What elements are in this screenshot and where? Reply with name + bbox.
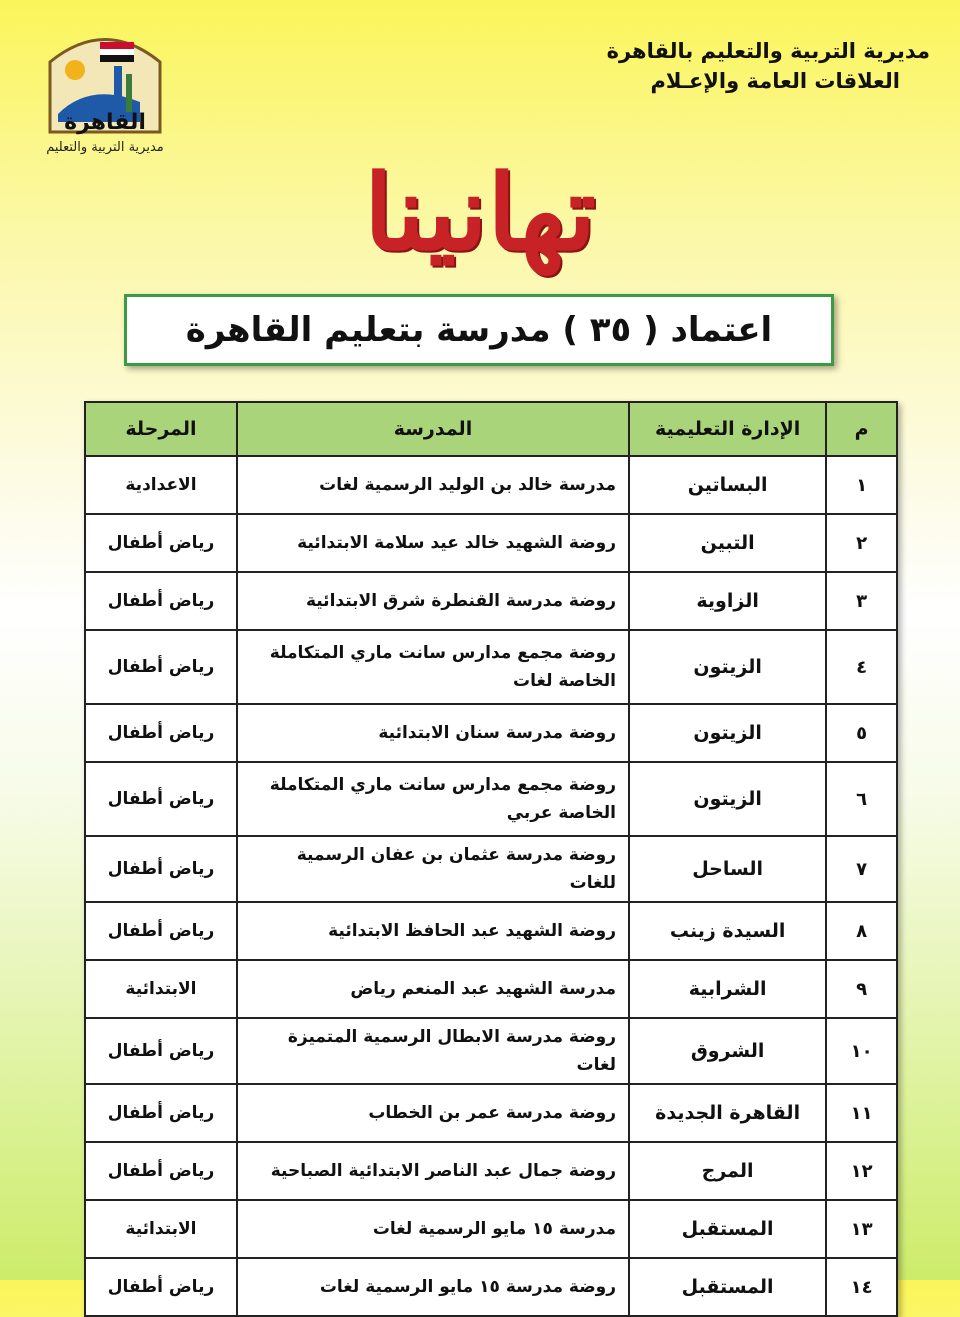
table-row	[85, 572, 897, 630]
table-row	[85, 456, 897, 514]
row-stage: رياض أطفال	[85, 1258, 237, 1316]
row-number: ١٤	[826, 1258, 897, 1316]
row-stage: رياض أطفال	[85, 1142, 237, 1200]
row-stage: رياض أطفال	[85, 630, 237, 704]
table-row	[85, 630, 897, 704]
row-department: الزيتون	[629, 704, 826, 762]
page-header	[607, 36, 930, 96]
row-school: روضة مدرسة عمر بن الخطاب	[237, 1084, 629, 1142]
row-number: ٦	[826, 762, 897, 836]
row-number: ٥	[826, 704, 897, 762]
table-row	[85, 902, 897, 960]
header-directorate: مديرية التربية والتعليم بالقاهرة	[606, 39, 930, 63]
row-number: ١٢	[826, 1142, 897, 1200]
header-school: المدرسة	[237, 402, 629, 456]
row-department: التبين	[629, 514, 826, 572]
table-row	[85, 762, 897, 836]
row-number: ٢	[826, 514, 897, 572]
row-department: القاهرة الجديدة	[629, 1084, 826, 1142]
row-stage: الابتدائية	[85, 960, 237, 1018]
row-school: مدرسة ١٥ مايو الرسمية لغات	[237, 1200, 629, 1258]
row-stage: الاعدادية	[85, 456, 237, 514]
row-school: روضة مدرسة سنان الابتدائية	[237, 704, 629, 762]
row-number: ٣	[826, 572, 897, 630]
row-number: ١٠	[826, 1018, 897, 1084]
row-department: السيدة زينب	[629, 902, 826, 960]
row-stage: رياض أطفال	[85, 762, 237, 836]
row-school: روضة مدرسة عثمان بن عفان الرسمية للغات	[237, 836, 629, 902]
header-stage: المرحلة	[85, 402, 237, 456]
accreditation-banner: اعتماد ( ٣٥ ) مدرسة بتعليم القاهرة	[124, 294, 834, 366]
row-stage: رياض أطفال	[85, 902, 237, 960]
row-department: الساحل	[629, 836, 826, 902]
row-department: الشرابية	[629, 960, 826, 1018]
row-department: الزيتون	[629, 762, 826, 836]
row-number: ١٣	[826, 1200, 897, 1258]
row-school: روضة مدرسة الابطال الرسمية المتميزة لغات	[237, 1018, 629, 1084]
row-school: روضة مجمع مدارس سانت ماري المتكاملة الخاصة عربي	[237, 762, 629, 836]
row-department: المستقبل	[629, 1258, 826, 1316]
row-school: روضة الشهيد عبد الحافظ الابتدائية	[237, 902, 629, 960]
schools-table	[84, 401, 898, 1317]
header-department: العلاقات العامة والإعـلام	[650, 69, 900, 93]
row-stage: رياض أطفال	[85, 836, 237, 902]
row-number: ٤	[826, 630, 897, 704]
row-school: مدرسة خالد بن الوليد الرسمية لغات	[237, 456, 629, 514]
table-row	[85, 1018, 897, 1084]
row-department: الزيتون	[629, 630, 826, 704]
table-row	[85, 704, 897, 762]
table-row	[85, 514, 897, 572]
row-number: ٧	[826, 836, 897, 902]
row-stage: رياض أطفال	[85, 572, 237, 630]
row-school: روضة مدرسة ١٥ مايو الرسمية لغات	[237, 1258, 629, 1316]
row-department: الزاوية	[629, 572, 826, 630]
row-department: الشروق	[629, 1018, 826, 1084]
row-department: المرج	[629, 1142, 826, 1200]
table-header-row	[85, 402, 897, 456]
table-row	[85, 960, 897, 1018]
row-number: ١	[826, 456, 897, 514]
logo-name: القاهرة	[64, 110, 146, 135]
row-stage: رياض أطفال	[85, 704, 237, 762]
table-row	[85, 1258, 897, 1316]
row-stage: الابتدائية	[85, 1200, 237, 1258]
row-school: مدرسة الشهيد عبد المنعم رياض	[237, 960, 629, 1018]
row-stage: رياض أطفال	[85, 1018, 237, 1084]
header-number: م	[826, 402, 897, 456]
row-school: روضة مجمع مدارس سانت ماري المتكاملة الخاصة لغات	[237, 630, 629, 704]
row-school: روضة الشهيد خالد عيد سلامة الابتدائية	[237, 514, 629, 572]
row-number: ٩	[826, 960, 897, 1018]
congratulations-title: تهانينا	[364, 151, 596, 274]
row-department: المستقبل	[629, 1200, 826, 1258]
header-department: الإدارة التعليمية	[629, 402, 826, 456]
table-row	[85, 1200, 897, 1258]
logo-caption: مديرية التربية والتعليم	[46, 140, 164, 155]
row-department: البساتين	[629, 456, 826, 514]
row-school: روضة جمال عبد الناصر الابتدائية الصباحية	[237, 1142, 629, 1200]
row-stage: رياض أطفال	[85, 514, 237, 572]
row-stage: رياض أطفال	[85, 1084, 237, 1142]
table-row	[85, 836, 897, 902]
row-number: ١١	[826, 1084, 897, 1142]
table-row	[85, 1142, 897, 1200]
row-school: روضة مدرسة القنطرة شرق الابتدائية	[237, 572, 629, 630]
row-number: ٨	[826, 902, 897, 960]
table-row	[85, 1084, 897, 1142]
